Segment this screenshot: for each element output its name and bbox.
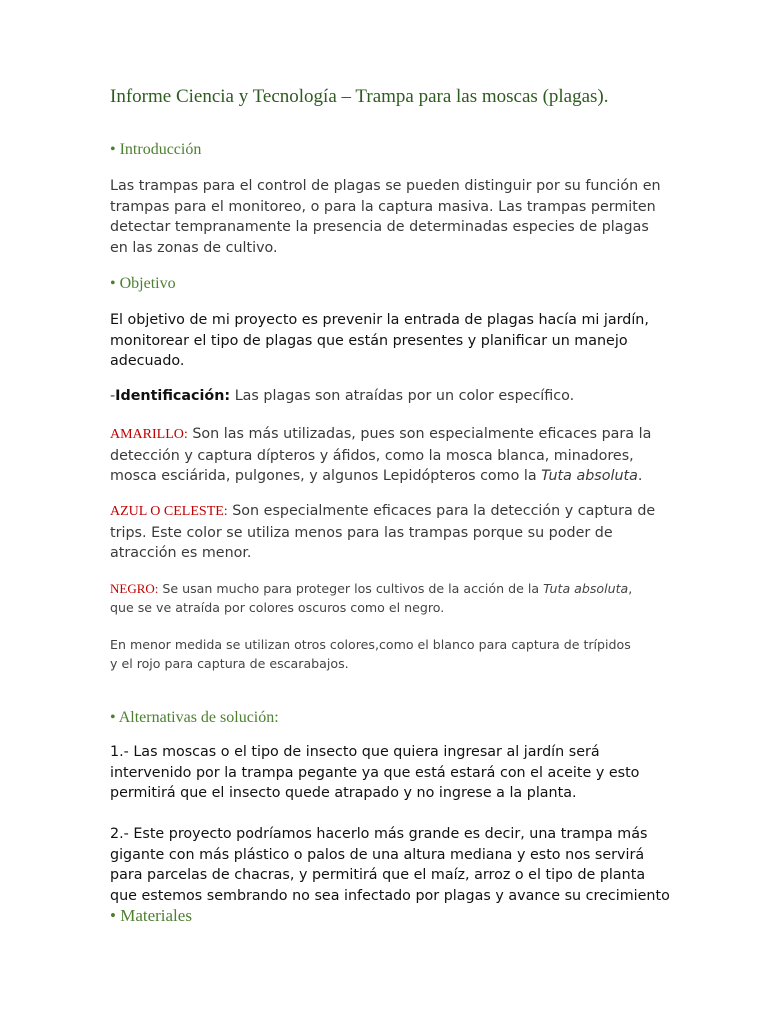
text-line: que estemos sembrando no sea infectado por plagas y avance su crecimiento [110,887,670,904]
section-heading-alternativas: • Alternativas de solución: [110,709,279,726]
text-line: detectar tempranamente la presencia de determinadas especies de plagas [110,219,649,236]
amarillo-label: AMARILLO: [110,427,188,442]
azul-paragraph [110,501,662,564]
identificacion-paragraph [110,386,662,407]
alternativa-2-paragraph [110,824,670,906]
text-line: Se usan mucho para proteger los cultivos de la acción de la [158,581,544,596]
text-line: detección y captura dípteros y áfidos, como la mosca blanca, minadores, [110,447,634,464]
text-line: Son las más utilizadas, pues son especialmente eficaces para la [187,426,652,442]
objetivo-paragraph [110,310,662,372]
text-line: adecuado. [110,353,185,370]
text-line: Son especialmente eficaces para la detección y captura de [227,503,656,519]
negro-label: NEGRO: [110,581,159,596]
azul-label: AZUL O CELESTE: [110,504,228,519]
text-line: gigante con más plástico o palos de una altura mediana y esto nos servirá [110,846,645,863]
identificacion-text: Las plagas son atraídas por un color específico. [230,388,575,404]
text-line: trampas para el monitoreo, o para la captura masiva. Las trampas permiten [110,198,656,215]
punctuation: . [637,468,643,485]
text-line: trips. Este color se utiliza menos para las trampas porque su poder de [110,524,613,541]
text-line: 2.- Este proyecto podríamos hacerlo más grande es decir, una trampa más [110,826,648,842]
species-name: Tuta absoluta [543,581,629,596]
section-heading-objetivo: • Objetivo [110,275,176,292]
intro-paragraph [110,176,662,258]
text-line: atracción es menor. [110,545,252,562]
identificacion-prefix: - [110,388,116,404]
text-line: En menor medida se utilizan otros colores,como el blanco para captura de trípidos [110,637,631,652]
text-line: que se ve atraída por colores oscuros como el negro. [110,600,445,616]
text-line: intervenido por la trampa pegante ya que está estará con el aceite y esto [110,764,640,781]
section-heading-introduccion: • Introducción [110,141,202,158]
alternativa-1-paragraph [110,742,662,804]
page-title: Informe Ciencia y Tecnología – Trampa para las moscas (plagas). [110,86,609,107]
negro-paragraph [110,579,662,618]
text-line: en las zonas de cultivo. [110,239,278,256]
text-line: para parcelas de chacras, y permitirá que el maíz, arroz o el tipo de planta [110,867,646,884]
text-line: 1.- Las moscas o el tipo de insecto que quiera ingresar al jardín será [110,744,600,760]
identificacion-label: Identificación: [115,388,231,404]
text-line: monitorear el tipo de plagas que están presentes y planificar un manejo [110,332,628,349]
text-line: y el rojo para captura de escarabajos. [110,656,349,672]
species-name: Tuta absoluta [541,468,638,485]
text-line: El objetivo de mi proyecto es prevenir la entrada de plagas hacía mi jardín, [110,312,649,328]
text-line: Las trampas para el control de plagas se pueden distinguir por su función en [110,178,661,194]
otros-colores-paragraph [110,635,662,674]
section-heading-materiales: • Materiales [110,906,192,925]
amarillo-paragraph [110,424,662,487]
text-line: mosca esciárida, pulgones, y algunos Lepidópteros como la [110,468,542,485]
punctuation: , [628,581,633,596]
text-line: permitirá que el insecto quede atrapado y no ingrese a la planta. [110,785,577,802]
